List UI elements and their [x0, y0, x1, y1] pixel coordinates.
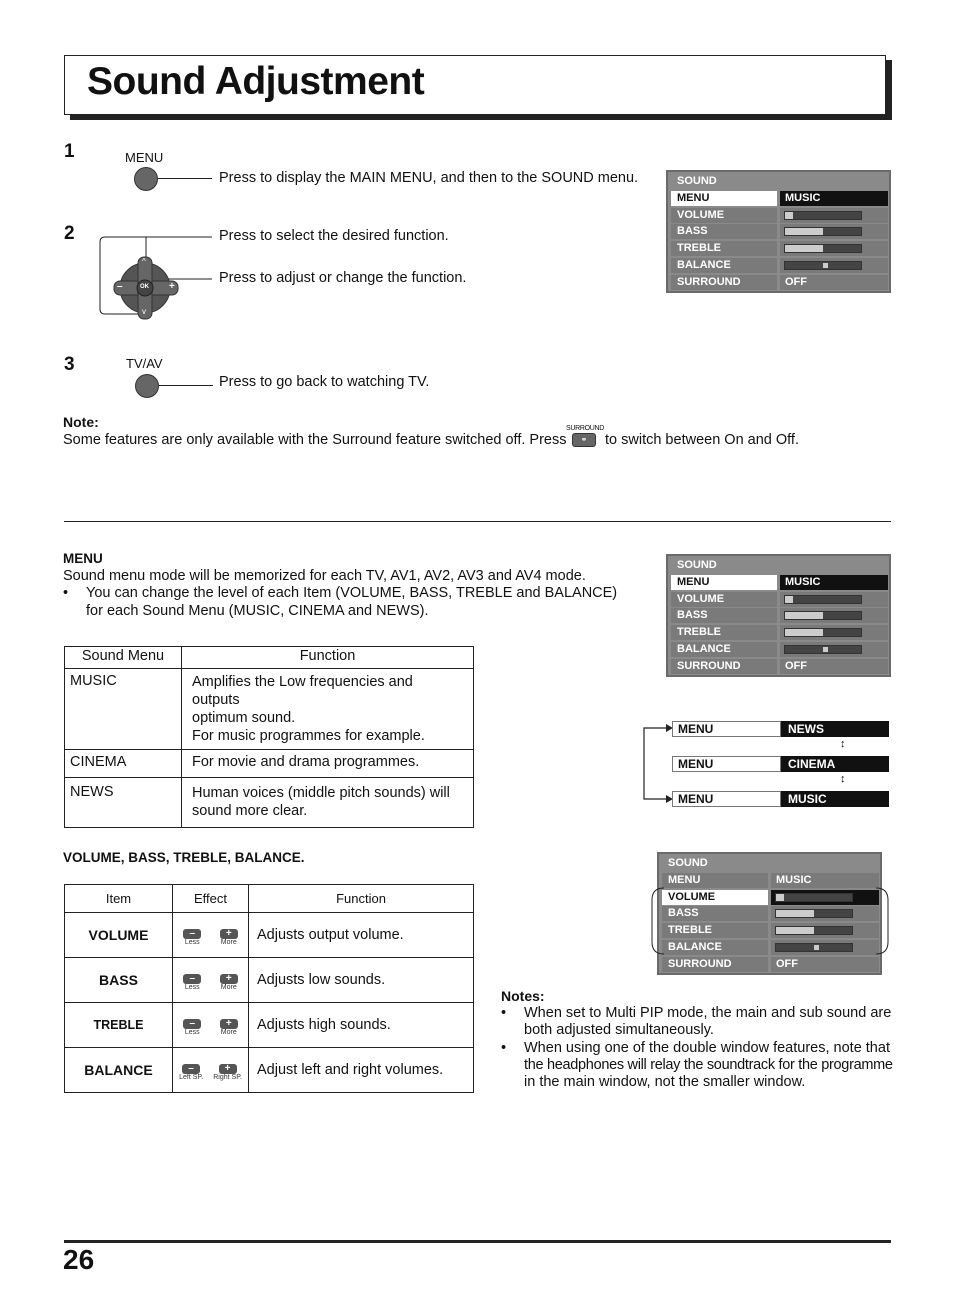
osd-row-label: TREBLE — [677, 242, 721, 255]
menu-section-line1: Sound menu mode will be memorized for each TV, AV1, AV2, AV3 and AV4 mode. — [63, 568, 586, 584]
more-label: Right SP. — [213, 1074, 242, 1081]
more-label: More — [220, 984, 237, 991]
osd-balance-bar — [784, 645, 862, 654]
function-line: For music programmes for example. — [192, 728, 425, 744]
osd-level-bar — [784, 244, 862, 253]
highlight-bracket — [650, 886, 890, 956]
table-cell-menu: MUSIC — [65, 669, 182, 750]
notes-item-2-line3: in the main window, not the smaller window. — [524, 1074, 806, 1090]
osd-header-label: SOUND — [668, 857, 708, 869]
osd-row-value: MUSIC — [785, 576, 821, 588]
dpad-down[interactable]: v — [142, 307, 146, 316]
osd-row-label: BALANCE — [677, 258, 731, 271]
table-header: Item — [65, 885, 173, 913]
function-cell: Adjust left and right volumes. — [249, 1048, 474, 1093]
note-heading: Note: — [63, 414, 99, 430]
tvav-button-label: TV/AV — [126, 356, 163, 371]
osd-balance-bar — [784, 261, 862, 270]
less-control[interactable] — [179, 1059, 203, 1081]
menu-section-heading: MENU — [63, 551, 103, 566]
osd-balance-marker — [823, 647, 828, 652]
table-row — [65, 1048, 474, 1093]
less-control[interactable] — [183, 969, 201, 991]
dpad-minus[interactable]: – — [117, 281, 123, 292]
table-header: Effect — [173, 885, 249, 913]
cycle-label: MENU — [678, 757, 714, 771]
notes-item-1-line1: When set to Multi PIP mode, the main and sub sound are — [524, 1005, 892, 1021]
osd-level-bar — [784, 595, 862, 604]
menu-section-bullet-line2: for each Sound Menu (MUSIC, CINEMA and NEWS). — [86, 603, 429, 619]
surround-icon: ⚭ — [572, 433, 596, 447]
osd-row-label: MENU — [668, 874, 701, 886]
menu-button-icon[interactable] — [134, 167, 158, 191]
osd-row-label: SURROUND — [668, 957, 732, 970]
osd-level-fill — [785, 245, 823, 252]
more-control[interactable] — [220, 969, 238, 991]
step-3-instruction: Press to go back to watching TV. — [219, 374, 430, 390]
page-number: 26 — [63, 1244, 95, 1275]
surround-button[interactable] — [566, 425, 605, 447]
leader-line — [158, 178, 212, 179]
table-cell-menu: CINEMA — [65, 750, 182, 778]
osd-row-label: VOLUME — [677, 208, 725, 221]
more-control[interactable] — [220, 1014, 238, 1036]
step-2-instruction-adjust: Press to adjust or change the function. — [219, 270, 467, 286]
tvav-button-icon[interactable] — [135, 374, 159, 398]
table-cell-menu: NEWS — [65, 778, 182, 828]
step-3-number: 3 — [64, 354, 75, 375]
osd-balance-marker — [823, 263, 828, 268]
dpad-plus[interactable]: + — [169, 281, 175, 292]
osd-row-label: TREBLE — [668, 924, 712, 937]
less-control[interactable] — [183, 924, 201, 946]
cycle-label: MENU — [678, 792, 714, 806]
sound-menu-table — [64, 646, 474, 828]
cycle-value: MUSIC — [788, 792, 827, 806]
less-control[interactable] — [183, 1014, 201, 1036]
page-title: Sound Adjustment — [87, 60, 425, 103]
osd-level-fill — [785, 612, 823, 619]
cycle-row-news — [672, 721, 889, 737]
osd-level-bar — [784, 611, 862, 620]
osd-level-bar — [784, 628, 862, 637]
effect-cell — [173, 958, 249, 1003]
function-line: sound more clear. — [192, 803, 308, 819]
osd-header-label: SOUND — [677, 175, 717, 187]
table-row — [65, 958, 474, 1003]
table-row — [65, 669, 474, 750]
effect-cell — [173, 1048, 249, 1093]
table-header: Function — [249, 885, 474, 913]
sound-menu-screen — [666, 170, 891, 293]
step-2-instruction-select: Press to select the desired function. — [219, 228, 449, 244]
more-control[interactable] — [213, 1059, 242, 1081]
function-cell: Adjusts output volume. — [249, 913, 474, 958]
dpad[interactable] — [108, 250, 184, 326]
table-cell-function — [182, 778, 474, 828]
cycle-row-music — [672, 791, 889, 807]
plus-button-icon[interactable]: + — [220, 974, 238, 984]
osd-row-label: BALANCE — [677, 642, 731, 655]
notes-item-2-line2: the headphones will relay the soundtrack for the programme — [524, 1057, 893, 1073]
less-label: Left SP. — [179, 1074, 204, 1081]
minus-button-icon[interactable]: – — [182, 1064, 200, 1074]
plus-button-icon[interactable]: + — [219, 1064, 237, 1074]
notes-heading: Notes: — [501, 988, 545, 1004]
osd-row-label: VOLUME — [677, 592, 725, 605]
bullet: • — [501, 1040, 507, 1056]
table-row — [65, 778, 474, 828]
step-1-instruction: Press to display the MAIN MENU, and then to the SOUND menu. — [219, 170, 639, 186]
cycle-value: NEWS — [788, 722, 824, 736]
item-cell: VOLUME — [65, 913, 173, 958]
function-line: Amplifies the Low frequencies and outputs — [192, 674, 413, 708]
more-label: More — [220, 1029, 237, 1036]
less-label: Less — [184, 939, 200, 946]
osd-row-label: TREBLE — [677, 626, 721, 639]
note-text-before: Some features are only available with the Surround feature switched off. Press — [63, 432, 567, 448]
menu-button-label: MENU — [125, 150, 164, 165]
more-label: More — [220, 939, 237, 946]
surround-caption: SURROUND — [566, 425, 605, 432]
function-cell: Adjusts high sounds. — [249, 1003, 474, 1048]
bullet: • — [63, 585, 69, 601]
item-cell: TREBLE — [65, 1003, 173, 1048]
updown-arrow-icon: ↕ — [840, 773, 846, 785]
item-cell: BALANCE — [65, 1048, 173, 1093]
vbtb-heading: VOLUME, BASS, TREBLE, BALANCE. — [63, 850, 305, 865]
plus-button-icon[interactable]: + — [220, 929, 238, 939]
more-control[interactable] — [220, 924, 238, 946]
section-divider — [64, 521, 891, 522]
function-cell: Adjusts low sounds. — [249, 958, 474, 1003]
cycle-value: CINEMA — [788, 757, 836, 771]
minus-button-icon[interactable]: – — [183, 974, 201, 984]
sound-menu-screen — [666, 554, 891, 677]
cycle-label: MENU — [678, 722, 714, 736]
osd-level-fill — [785, 212, 793, 219]
osd-row-label: MENU — [677, 576, 710, 588]
osd-level-bar — [784, 211, 862, 220]
osd-level-fill — [785, 228, 823, 235]
table-header: Function — [182, 647, 474, 669]
title-box — [64, 55, 886, 115]
effect-cell — [173, 913, 249, 958]
osd-row-value: MUSIC — [776, 874, 812, 886]
table-row — [65, 750, 474, 778]
minus-button-icon[interactable]: – — [183, 1019, 201, 1029]
osd-row-label: SURROUND — [677, 659, 741, 672]
note-text — [63, 432, 566, 449]
osd-row-value: OFF — [785, 659, 807, 672]
notes-item-2-line1: When using one of the double window features, note that — [524, 1040, 890, 1056]
plus-button-icon[interactable]: + — [220, 1019, 238, 1029]
cycle-row-cinema — [672, 756, 889, 772]
osd-header-label: SOUND — [677, 559, 717, 571]
osd-row-label: MENU — [677, 192, 710, 204]
effect-cell — [173, 1003, 249, 1048]
footer-rule — [64, 1240, 891, 1243]
table-header: Sound Menu — [65, 647, 182, 669]
adjust-table — [64, 884, 474, 1093]
osd-row-label: BASS — [677, 225, 708, 238]
bracket-icon — [650, 886, 890, 956]
note-text-after: to switch between On and Off. — [605, 432, 799, 448]
osd-level-fill — [785, 596, 793, 603]
table-row — [65, 1003, 474, 1048]
table-cell-function — [182, 750, 474, 778]
menu-section-bullet-line1: You can change the level of each Item (VOLUME, BASS, TREBLE and BALANCE) — [86, 585, 618, 601]
osd-row-value: MUSIC — [785, 192, 821, 204]
less-label: Less — [184, 984, 200, 991]
function-line: For movie and drama programmes. — [192, 754, 420, 770]
updown-arrow-icon: ↕ — [840, 738, 846, 750]
osd-row-value: OFF — [776, 957, 798, 970]
osd-row-label: SURROUND — [677, 275, 741, 288]
dpad-up[interactable]: ^ — [142, 257, 146, 266]
osd-row-label: BASS — [677, 609, 708, 622]
step-1-number: 1 — [64, 141, 75, 162]
table-row — [65, 913, 474, 958]
table-cell-function — [182, 669, 474, 750]
notes-item-1-line2: both adjusted simultaneously. — [524, 1022, 714, 1038]
minus-button-icon[interactable]: – — [183, 929, 201, 939]
osd-level-fill — [785, 629, 823, 636]
function-line: Human voices (middle pitch sounds) will — [192, 785, 450, 801]
less-label: Less — [184, 1029, 200, 1036]
osd-row-label: BASS — [668, 907, 699, 920]
leader-line — [159, 385, 213, 386]
osd-row-label: BALANCE — [668, 940, 722, 953]
step-2-number: 2 — [64, 223, 75, 244]
item-cell: BASS — [65, 958, 173, 1003]
osd-level-bar — [784, 227, 862, 236]
dpad-ok-label[interactable]: OK — [140, 284, 149, 290]
bullet: • — [501, 1005, 507, 1021]
osd-row-value: OFF — [785, 275, 807, 288]
function-line: optimum sound. — [192, 710, 296, 726]
osd-row-label: VOLUME — [668, 890, 716, 903]
